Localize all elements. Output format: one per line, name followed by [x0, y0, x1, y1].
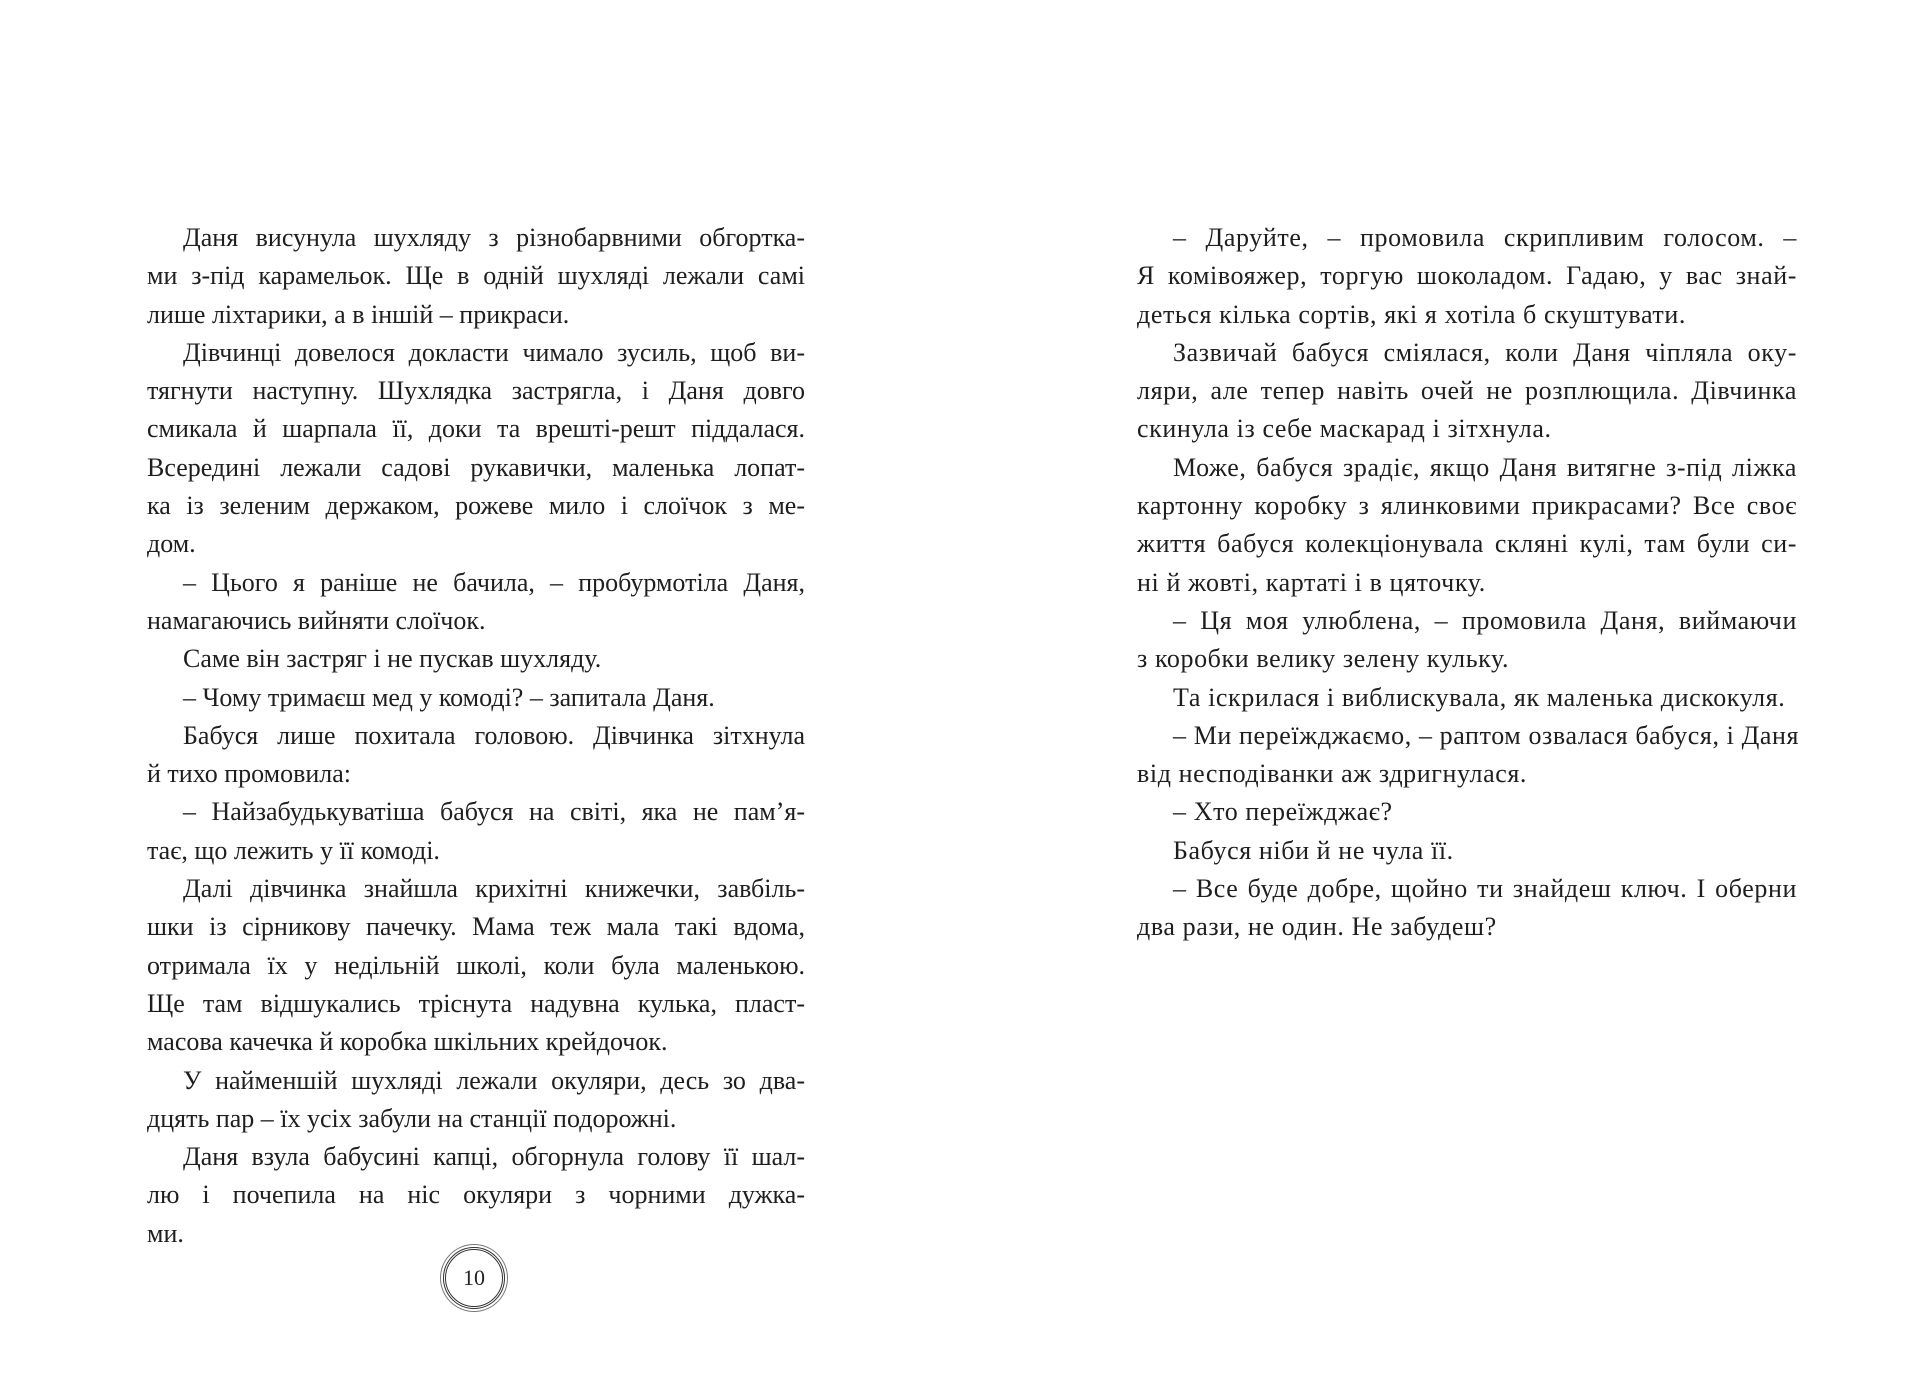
- text-line: лю і почепила на ніс окуляри з чорними дужка-: [147, 1180, 805, 1210]
- text-line: лише ліхтарики, а в іншій – прикраси.: [147, 299, 570, 329]
- paragraph: [147, 717, 805, 794]
- paragraph: [1137, 793, 1797, 831]
- text-line: Та іскрилася і виблискувала, як маленька дискокуля.: [1173, 682, 1786, 712]
- text-line: ляри, але тепер навіть очей не розплющила. Дівчинка: [1137, 376, 1797, 406]
- text-line: дцять пар – їх усіх забули на станції подорожні.: [147, 1103, 677, 1133]
- text-line: ка із зеленим держаком, рожеве мило і слоїчок з ме-: [147, 491, 805, 521]
- text-line: намагаючись вийняти слоїчок.: [147, 605, 486, 635]
- text-line: – Даруйте, – промовила скрипливим голосом. –: [1173, 223, 1797, 252]
- text-line: Всередині лежали садові рукавички, маленька лопат-: [147, 452, 805, 482]
- text-line: – Хто переїжджає?: [1173, 797, 1393, 827]
- paragraph: [1137, 717, 1800, 794]
- text-line: – Цього я раніше не бачила, – пробурмотіла Даня,: [183, 567, 805, 597]
- text-line: – Ми переїжджаємо, – раптом озвалася бабуся, і Даня: [1173, 720, 1800, 750]
- text-line: життя бабуся колекціонувала скляні кулі, там були си-: [1137, 529, 1797, 559]
- text-line: У найменшій шухляді лежали окуляри, десь зо два-: [183, 1065, 805, 1095]
- right-page-text: [1137, 219, 1800, 947]
- text-line: ми.: [147, 1218, 184, 1248]
- text-line: отримала їх у недільній школі, коли була маленькою.: [147, 950, 805, 980]
- text-line: Ще там відшукались тріснута надувна кулька, пласт-: [147, 988, 805, 1018]
- text-line: Далі дівчинка знайшла крихітні книжечки, завбіль-: [183, 874, 805, 904]
- text-line: з коробки велику зелену кульку.: [1137, 644, 1510, 674]
- paragraph: [1137, 449, 1797, 602]
- text-line: ми з-під карамельок. Ще в одній шухляді лежали самі: [147, 261, 805, 291]
- text-line: дом.: [147, 529, 196, 559]
- paragraph: [147, 679, 805, 717]
- paragraph: [1137, 870, 1797, 947]
- paragraph: [147, 1062, 805, 1139]
- text-line: масова качечка й коробка шкільних крейдочок.: [147, 1027, 668, 1057]
- text-line: й тихо промовила:: [147, 759, 352, 789]
- text-line: скинула із себе маскарад і зітхнула.: [1137, 414, 1552, 444]
- text-line: – Найзабудькуватіша бабуся на світі, яка не пам’я-: [183, 797, 805, 827]
- text-line: Бабуся лише похитала головою. Дівчинка зітхнула: [183, 720, 805, 750]
- text-line: Я комівояжер, торгую шоколадом. Гадаю, у вас знай-: [1137, 261, 1797, 291]
- paragraph: [1137, 679, 1797, 717]
- paragraph: [147, 219, 805, 334]
- left-page-text: [147, 219, 805, 1253]
- text-line: шки із сірникову пачечку. Мама теж мала такі вдома,: [147, 912, 805, 942]
- paragraph: [147, 564, 805, 641]
- paragraph: [1137, 602, 1797, 679]
- paragraph: [1137, 219, 1797, 334]
- text-line: Бабуся ніби й не чула її.: [1173, 835, 1454, 865]
- text-line: деться кілька сортів, які я хотіла б скуштувати.: [1137, 299, 1687, 329]
- text-line: смикала й шарпала її, доки та врешті-решт піддалася.: [147, 414, 805, 444]
- text-line: – Все буде добре, щойно ти знайдеш ключ. І оберни: [1173, 874, 1797, 904]
- text-line: Дівчинці довелося докласти чимало зусиль, щоб ви-: [183, 337, 805, 367]
- text-line: Зазвичай бабуся сміялася, коли Даня чіпляла оку-: [1173, 337, 1797, 367]
- paragraph: [147, 870, 805, 1061]
- text-line: Даня висунула шухляду з різнобарвними обгортка-: [183, 223, 805, 252]
- text-line: Саме він застряг і не пускав шухляду.: [183, 644, 602, 674]
- text-line: Даня взула бабусині капці, обгорнула голову її шал-: [183, 1142, 805, 1172]
- paragraph: [1137, 832, 1797, 870]
- paragraph: [147, 640, 805, 678]
- text-line: тягнути наступну. Шухлядка застрягла, і Даня довго: [147, 376, 805, 406]
- text-line: ні й жовті, картаті і в цяточку.: [1137, 567, 1486, 597]
- text-line: – Чому тримаєш мед у комоді? – запитала Даня.: [183, 682, 715, 712]
- paragraph: [1137, 334, 1797, 449]
- page-number: 10: [443, 1247, 505, 1309]
- text-line: два рази, не один. Не забудеш?: [1137, 912, 1497, 942]
- text-line: – Ця моя улюблена, – промовила Даня, виймаючи: [1173, 605, 1797, 635]
- paragraph: [147, 1138, 805, 1253]
- text-line: від несподіванки аж здригнулася.: [1137, 759, 1528, 789]
- paragraph: [147, 334, 805, 564]
- text-line: Може, бабуся зрадіє, якщо Даня витягне з-під ліжка: [1173, 452, 1797, 482]
- text-line: картонну коробку з ялинковими прикрасами? Все своє: [1137, 491, 1797, 521]
- text-line: тає, що лежить у її комоді.: [147, 835, 440, 865]
- paragraph: [147, 793, 805, 870]
